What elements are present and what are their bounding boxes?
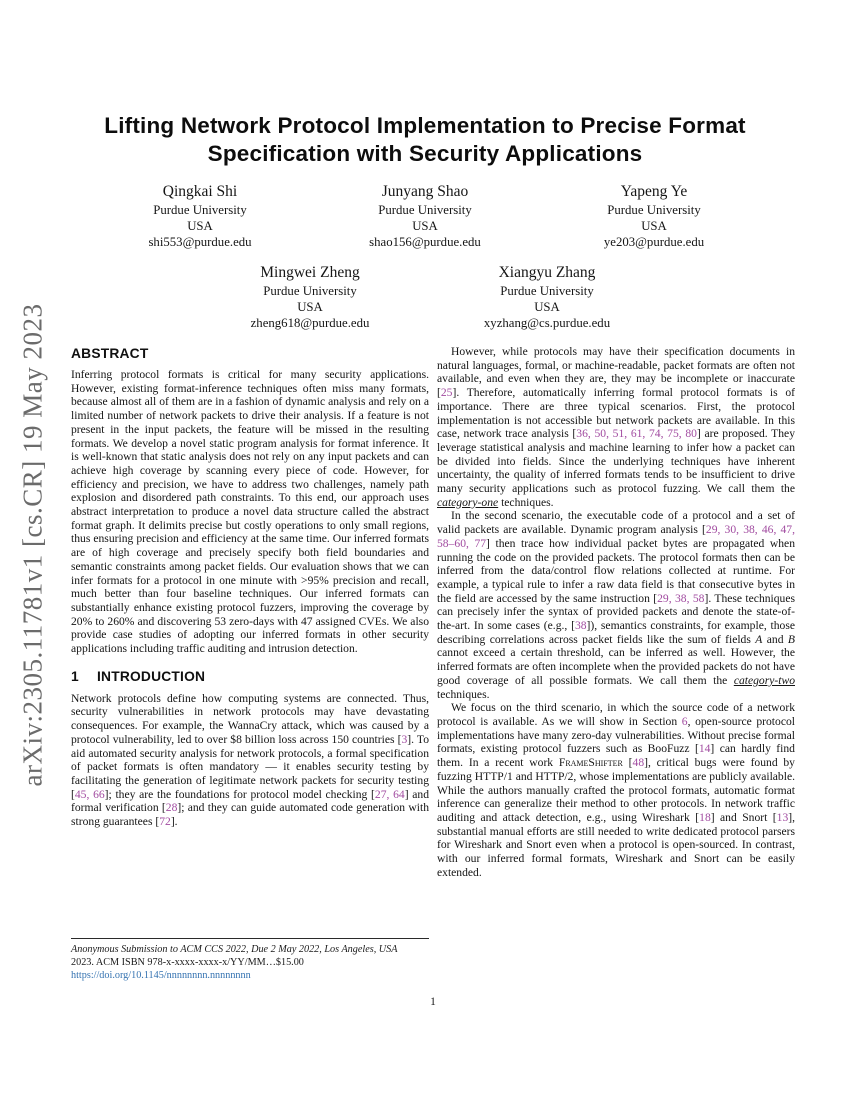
text-run: ]. Therefore, automatically inferring formal protocol formats is of importance. There are three typical scenarios. First, the protocol implementation is not accessible but network packets are available. In this case, network trace analysis [	[437, 386, 795, 441]
author-name: Xiangyu Zhang	[498, 264, 596, 281]
author-email: xyzhang@cs.purdue.edu	[483, 316, 611, 330]
citation-link[interactable]: 38	[574, 619, 587, 633]
author-block	[300, 182, 550, 250]
paper-title-line2: Specification with Security Applications	[207, 141, 643, 166]
citation-link[interactable]: 27, 64	[374, 787, 405, 801]
intro-paragraph	[71, 692, 429, 829]
text-run: However, while protocols may have their specification documents in natural languages, formal, or machine-readable, packet formats are often not available, and even when they are, they may be incomplete or inaccurate [	[437, 345, 795, 400]
text-run: techniques.	[437, 687, 490, 701]
author-block	[422, 263, 672, 331]
citation-link[interactable]: 14	[698, 742, 711, 756]
emphasized-term: category-two	[733, 673, 795, 687]
text-run: ]. These techniques can precisely infer the syntax of provided packets and denote the state-of-the-art. In some cases (e.g., [	[437, 591, 796, 633]
author-name: Mingwei Zheng	[260, 264, 360, 281]
text-run: ] can hardly find them. In a recent work	[437, 742, 795, 770]
author-email: shi553@purdue.edu	[148, 235, 252, 249]
text-run: ] and formal verification [	[71, 787, 430, 815]
text-run: ] then trace how individual packet bytes are propagated when running the code on the provided packets. The protocol formats then can be inferred from the data/control flow relations collected at runtime. For example, a typical rule to infer a raw data field is that consecutive bytes in the field are accessed by the same instruction [	[437, 536, 795, 605]
citation-link[interactable]: 29, 38, 58	[657, 591, 705, 605]
text-run: ] are proposed. They leverage statistical analysis and machine learning to infer how a packet can be divided into fields. Since the underlying techniques have inherent uncertainty, the quality of inferred formats tends to be insufficient to drive many security applications such as protocol fuzzing. We call them the	[437, 427, 795, 496]
author-country: USA	[641, 219, 667, 233]
citation-link[interactable]: 29, 30, 38, 46, 47, 58–60, 77	[437, 523, 795, 550]
arxiv-watermark-text: arXiv:2305.11781v1 [cs.CR] 19 May 2023	[17, 303, 48, 787]
paper-title-line1: Lifting Network Protocol Implementation to Precise Format	[104, 113, 746, 138]
left-column	[71, 345, 429, 829]
text-run: , open-source protocol implementations have many zero-day vulnerabilities. Without precise formal formats, existing protocol fuzzers such as BooFuzz [	[437, 714, 795, 756]
text-run: techniques.	[498, 495, 554, 509]
citation-link[interactable]: 18	[699, 810, 711, 824]
author-affiliation: Purdue University	[500, 284, 594, 298]
text-run: ], critical bugs were found by fuzzing HTTP/1 and HTTP/2, whose implementations are publicly available. While the authors manually crafted the protocol formats, automatic format inference can generalize their method to other protocols. In network traffic auditing and attack detection, e.g., using Wireshark [	[437, 756, 795, 824]
author-block	[529, 182, 779, 250]
text-run: ]. To aid automated security analysis for network protocols, a formal specification of packet formats is often mandatory — it enables security testing by facilitating the generation of legitimate network packets for security testing [	[71, 732, 429, 801]
emphasized-term: category-one	[437, 495, 499, 509]
section-title: INTRODUCTION	[97, 668, 206, 684]
citation-link[interactable]: 48	[632, 756, 645, 770]
text-run: ], substantial manual efforts are still needed to write dedicated protocol parsers for Wireshark and Snort even when a protocol is open-sourced. In contrast, with our inferred formal formats, Wireshark and Snort can be easily extended.	[437, 810, 796, 879]
text-run: We focus on the third scenario, in which the source code of a network protocol is available. As we will show in Section	[437, 701, 795, 728]
smallcaps-name: FrameShifter	[558, 756, 623, 770]
text-run: ]; and they can guide automated code generation with strong guarantees [	[71, 801, 430, 829]
text-run: cannot exceed a certain threshold, can be inferred as well. However, the inferred formats are often incomplete when the provided packets do not have good coverage of all possible formats. We call them the	[437, 646, 795, 687]
author-email: zheng618@purdue.edu	[250, 316, 370, 330]
author-country: USA	[187, 219, 213, 233]
author-block	[185, 263, 435, 331]
citation-link[interactable]: 3	[401, 732, 408, 746]
text-run: Network protocols define how computing systems are connected. Thus, security vulnerabilities in network protocols may have devastating consequences. For example, the WannaCry attack, which was caused by a protocol vulnerability, led to over $8 billion loss across 150 countries [	[71, 691, 429, 746]
paper-title	[0, 112, 850, 168]
text-run: ].	[170, 815, 178, 829]
text-run: In the second scenario, the executable code of a protocol and a set of valid packets are available. Dynamic program analysis [	[437, 509, 795, 537]
citation-link[interactable]: 72	[159, 815, 171, 829]
body-paragraph	[437, 701, 795, 879]
text-run: [	[622, 756, 633, 770]
citation-link[interactable]: 36, 50, 51, 61, 74, 75, 80	[576, 427, 697, 441]
footnote	[71, 938, 429, 982]
author-email: shao156@purdue.edu	[369, 235, 481, 249]
body-paragraph	[437, 345, 795, 509]
italic-text: B	[787, 632, 795, 646]
author-name: Junyang Shao	[381, 183, 469, 200]
page-number: 1	[430, 996, 436, 1008]
author-affiliation: Purdue University	[263, 284, 357, 298]
body-paragraph	[437, 509, 795, 701]
author-country: USA	[297, 300, 323, 314]
author-affiliation: Purdue University	[607, 203, 701, 217]
doi-link[interactable]: https://doi.org/10.1145/nnnnnnnn.nnnnnnnn	[71, 969, 251, 981]
abstract-text: Inferring protocol formats is critical for many security applications. However, existing format-inference techniques often miss many formats, because almost all of them are in a fashion of dynamic analysis and rely on a limited number of network packets to drive their analysis. If a feature is not present in the input packets, the feature will be missed in the resulting formats. We develop a novel static program analysis for format inference. It is well-known that static analysis does not rely on any input packets and can achieve high coverage by scanning every piece of code. However, for efficiency and precision, we have to address two challenges, namely path explosion and disordered path constraints. To this end, our approach uses abstract interpretation to produce a novel data structure called the abstract format graph. It delimits precise but costly operations to only small regions, thus ensuring precision and efficiency at the same time. Our inferred formats are of high coverage and precisely specify both field boundaries and semantic constraints among packet fields. Our evaluation shows that we can infer formats for a protocol in one minute with >95% precision and recall, much better than four baseline techniques. Our inferred formats can substantially enhance existing protocol fuzzers, improving the coverage by 20% to 260% and discovering 53 zero-days with 47 assigned CVEs. We also provide case studies of adopting our inferred formats in other security applications including traffic auditing and intrusion detection.	[71, 368, 429, 656]
author-affiliation: Purdue University	[378, 203, 472, 217]
author-country: USA	[534, 300, 560, 314]
footnote-submission-line: Anonymous Submission to ACM CCS 2022, Due 2 May 2022, Los Angeles, USA	[71, 944, 398, 955]
right-column	[437, 345, 795, 879]
author-name: Qingkai Shi	[162, 183, 238, 200]
text-run: ]), semantics constraints, for example, those describing correlations across packet fields like the sum of fields	[437, 619, 795, 646]
citation-link[interactable]: 28	[165, 801, 178, 815]
text-run: and	[762, 632, 788, 646]
footnote-isbn-line: 2023. ACM ISBN 978-x-xxxx-xxxx-x/YY/MM…$15.00	[71, 956, 304, 968]
section-heading-introduction	[71, 668, 429, 685]
citation-link[interactable]: 13	[776, 810, 789, 824]
text-run: ] and Snort [	[710, 810, 777, 824]
author-email: ye203@purdue.edu	[603, 235, 705, 249]
author-block	[75, 182, 325, 250]
citation-link[interactable]: 45, 66	[74, 787, 105, 801]
author-name: Yapeng Ye	[620, 183, 688, 200]
abstract-heading: ABSTRACT	[71, 346, 149, 361]
section-number: 1	[71, 668, 79, 684]
citation-link[interactable]: 25	[440, 386, 453, 400]
author-country: USA	[412, 219, 438, 233]
text-run: ]; they are the foundations for protocol model checking [	[104, 787, 375, 801]
citation-link[interactable]: 6	[681, 714, 688, 728]
author-affiliation: Purdue University	[153, 203, 247, 217]
italic-text: A	[755, 632, 763, 646]
